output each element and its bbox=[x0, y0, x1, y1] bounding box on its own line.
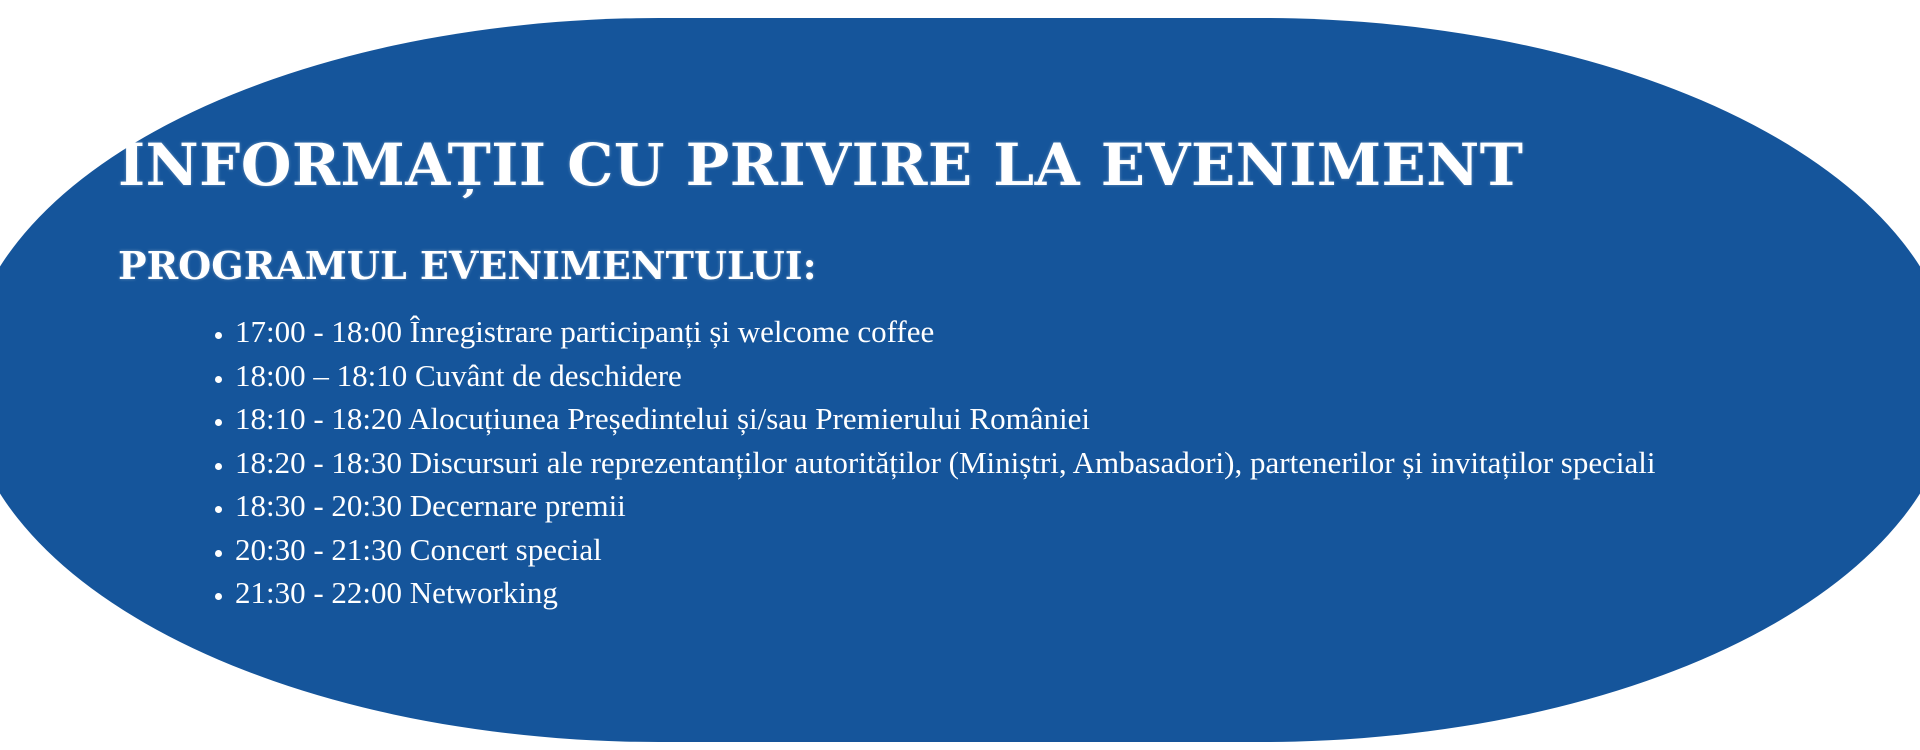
schedule-item: • 18:10 - 18:20 Alocuțiunea Președintelui și/sau Premierului României bbox=[235, 397, 1818, 441]
page-title: INFORMAȚII CU PRIVIRE LA EVENIMENT bbox=[118, 131, 1524, 199]
panel-content bbox=[118, 131, 1818, 615]
schedule-item: • 17:00 - 18:00 Înregistrare participanți și welcome coffee bbox=[235, 310, 1818, 354]
event-info-panel bbox=[0, 18, 1920, 742]
schedule-item: • 21:30 - 22:00 Networking bbox=[235, 571, 1818, 615]
schedule-list bbox=[118, 310, 1818, 615]
schedule-item: • 18:30 - 20:30 Decernare premii bbox=[235, 484, 1818, 528]
schedule-item: • 18:20 - 18:30 Discursuri ale reprezentanților autorităților (Miniștri, Ambasadori), partenerilor și invitaților speciali bbox=[235, 441, 1818, 485]
schedule-item: • 18:00 – 18:10 Cuvânt de deschidere bbox=[235, 354, 1818, 398]
schedule-item: • 20:30 - 21:30 Concert special bbox=[235, 528, 1818, 572]
section-title: PROGRAMUL EVENIMENTULUI: bbox=[118, 242, 817, 288]
